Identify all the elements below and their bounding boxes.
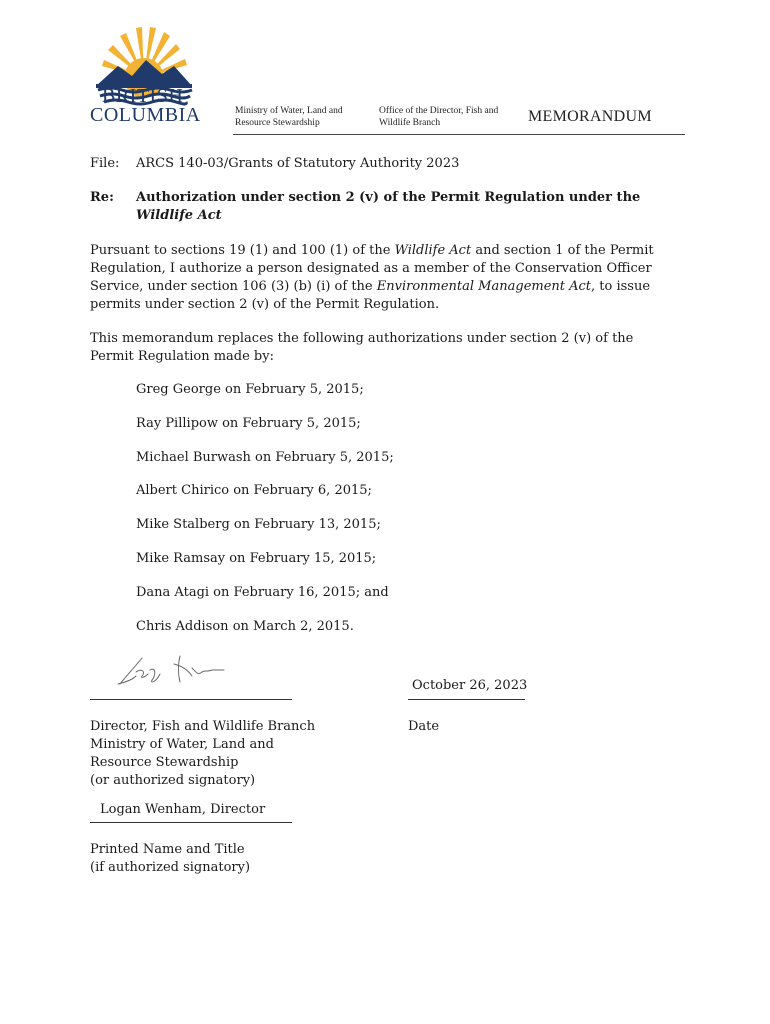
ministry-name: Ministry of Water, Land and Resource Stewardship xyxy=(235,106,343,128)
date-label: Date xyxy=(408,719,440,734)
para1-part2: and section 1 of the Permit Regulation, I authorize a person designated as a member of the Conservation Officer Service, under section 106 (3) (b) (i) of the xyxy=(90,243,654,294)
office-name: Office of the Director, Fish and Wildlife Branch xyxy=(379,106,499,128)
signer-line: Ministry of Water, Land and xyxy=(90,737,274,752)
signer-line: Resource Stewardship xyxy=(90,755,239,770)
logo-text-british: BRITISH xyxy=(102,85,184,107)
printed-name: Logan Wenham, Director xyxy=(100,802,266,817)
list-item: Michael Burwash on February 5, 2015; xyxy=(136,449,394,465)
replacement-paragraph: This memorandum replaces the following authorizations under section 2 (v) of the Permit Regulation made by: xyxy=(90,331,634,364)
list-item: Mike Stalberg on February 13, 2015; xyxy=(136,517,381,533)
list-item: Albert Chirico on February 6, 2015; xyxy=(136,483,372,499)
handwritten-signature xyxy=(112,654,242,688)
caption-line: (if authorized signatory) xyxy=(90,860,251,875)
authorization-list xyxy=(136,381,394,651)
signer-line: Director, Fish and Wildlife Branch xyxy=(90,719,316,734)
logo-text-columbia: COLUMBIA xyxy=(90,104,201,126)
header-divider xyxy=(233,134,685,135)
document-type: MEMORANDUM xyxy=(528,108,652,125)
printed-name-caption xyxy=(90,841,350,877)
date-line xyxy=(408,699,525,700)
list-item: Mike Ramsay on February 15, 2015; xyxy=(136,550,377,566)
para1-act1: Wildlife Act xyxy=(394,243,472,258)
list-item: Dana Atagi on February 16, 2015; and xyxy=(136,584,389,600)
file-label: File: xyxy=(90,156,120,171)
signature-line xyxy=(90,699,292,700)
caption-line: Printed Name and Title xyxy=(90,842,245,857)
subject-text: Authorization under section 2 (v) of the Permit Regulation under the xyxy=(136,190,641,205)
para1-act2: Environmental Management Act xyxy=(376,279,592,294)
authorization-paragraph xyxy=(90,242,660,314)
re-label: Re: xyxy=(90,190,114,205)
subject-line xyxy=(136,189,656,225)
printed-name-line xyxy=(90,822,292,823)
signer-line: (or authorized signatory) xyxy=(90,773,256,788)
para1-part1: Pursuant to sections 19 (1) and 100 (1) of the xyxy=(90,243,395,258)
list-item: Ray Pillipow on February 5, 2015; xyxy=(136,415,361,431)
date-value: October 26, 2023 xyxy=(412,678,528,693)
subject-act: Wildlife Act xyxy=(136,208,222,223)
list-item: Chris Addison on March 2, 2015. xyxy=(136,618,354,634)
para1-part3: , to issue permits under section 2 (v) of the Permit Regulation. xyxy=(90,279,651,312)
list-item: Greg George on February 5, 2015; xyxy=(136,382,364,397)
file-reference: ARCS 140-03/Grants of Statutory Authority 2023 xyxy=(136,156,460,171)
signer-title xyxy=(90,718,350,790)
